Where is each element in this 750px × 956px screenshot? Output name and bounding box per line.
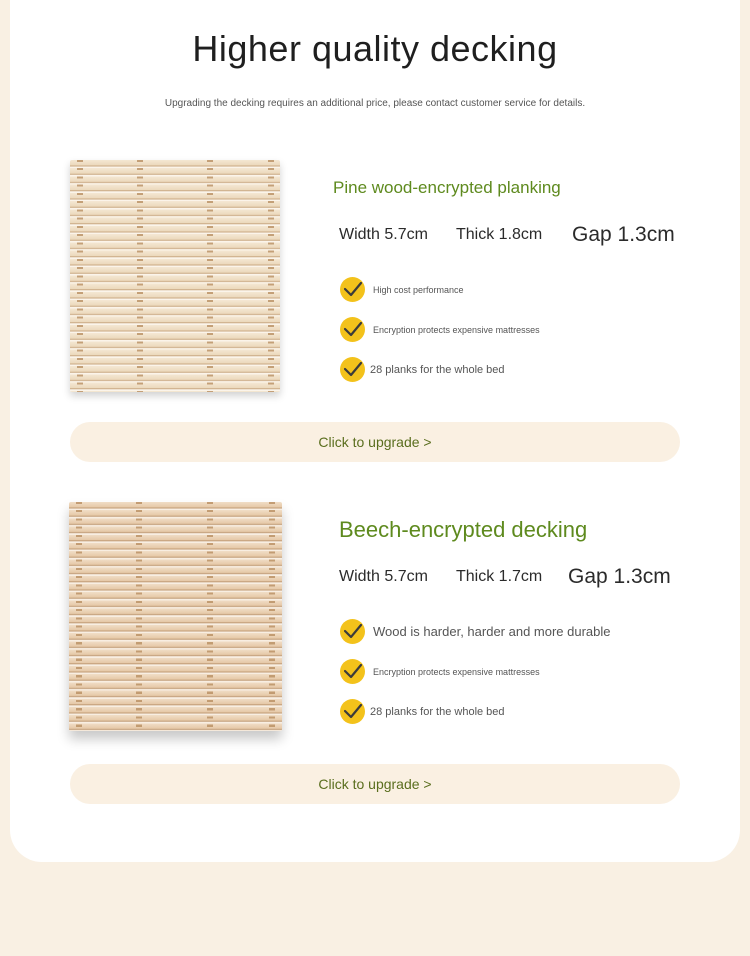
check-circle-icon <box>340 619 365 644</box>
product-name: Pine wood-encrypted planking <box>333 178 561 197</box>
check-circle-icon <box>340 277 365 302</box>
feature-label: Encryption protects expensive mattresses <box>373 666 540 677</box>
spec-thick: Thick 1.8cm <box>456 226 543 243</box>
spec-gap: Gap 1.3cm <box>568 565 671 588</box>
page-title: Higher quality decking <box>192 28 558 69</box>
feature-item <box>340 317 540 342</box>
spec-thick: Thick 1.7cm <box>456 568 543 585</box>
feature-item <box>340 659 540 684</box>
check-circle-icon <box>340 699 365 724</box>
feature-item <box>340 619 611 644</box>
spec-width: Width 5.7cm <box>339 568 428 585</box>
check-circle-icon <box>340 357 365 382</box>
upgrade-button[interactable]: Click to upgrade > <box>70 422 680 462</box>
spec-width: Width 5.7cm <box>339 226 428 243</box>
check-circle-icon <box>340 659 365 684</box>
check-circle-icon <box>340 317 365 342</box>
beech-decking-image <box>69 502 282 731</box>
spec-gap: Gap 1.3cm <box>572 223 675 246</box>
feature-item <box>340 357 505 382</box>
pine-decking-image <box>70 160 280 392</box>
page-subtitle: Upgrading the decking requires an additional price, please contact customer service for details. <box>164 98 586 109</box>
feature-label: 28 planks for the whole bed <box>370 363 505 376</box>
feature-item <box>340 699 505 724</box>
feature-label: Encryption protects expensive mattresses <box>373 324 540 335</box>
feature-label: High cost performance <box>373 284 464 295</box>
feature-label: Wood is harder, harder and more durable <box>373 624 611 639</box>
product-name: Beech-encrypted decking <box>339 517 588 542</box>
upgrade-button[interactable]: Click to upgrade > <box>70 764 680 804</box>
feature-label: 28 planks for the whole bed <box>370 705 505 718</box>
feature-item <box>340 277 464 302</box>
